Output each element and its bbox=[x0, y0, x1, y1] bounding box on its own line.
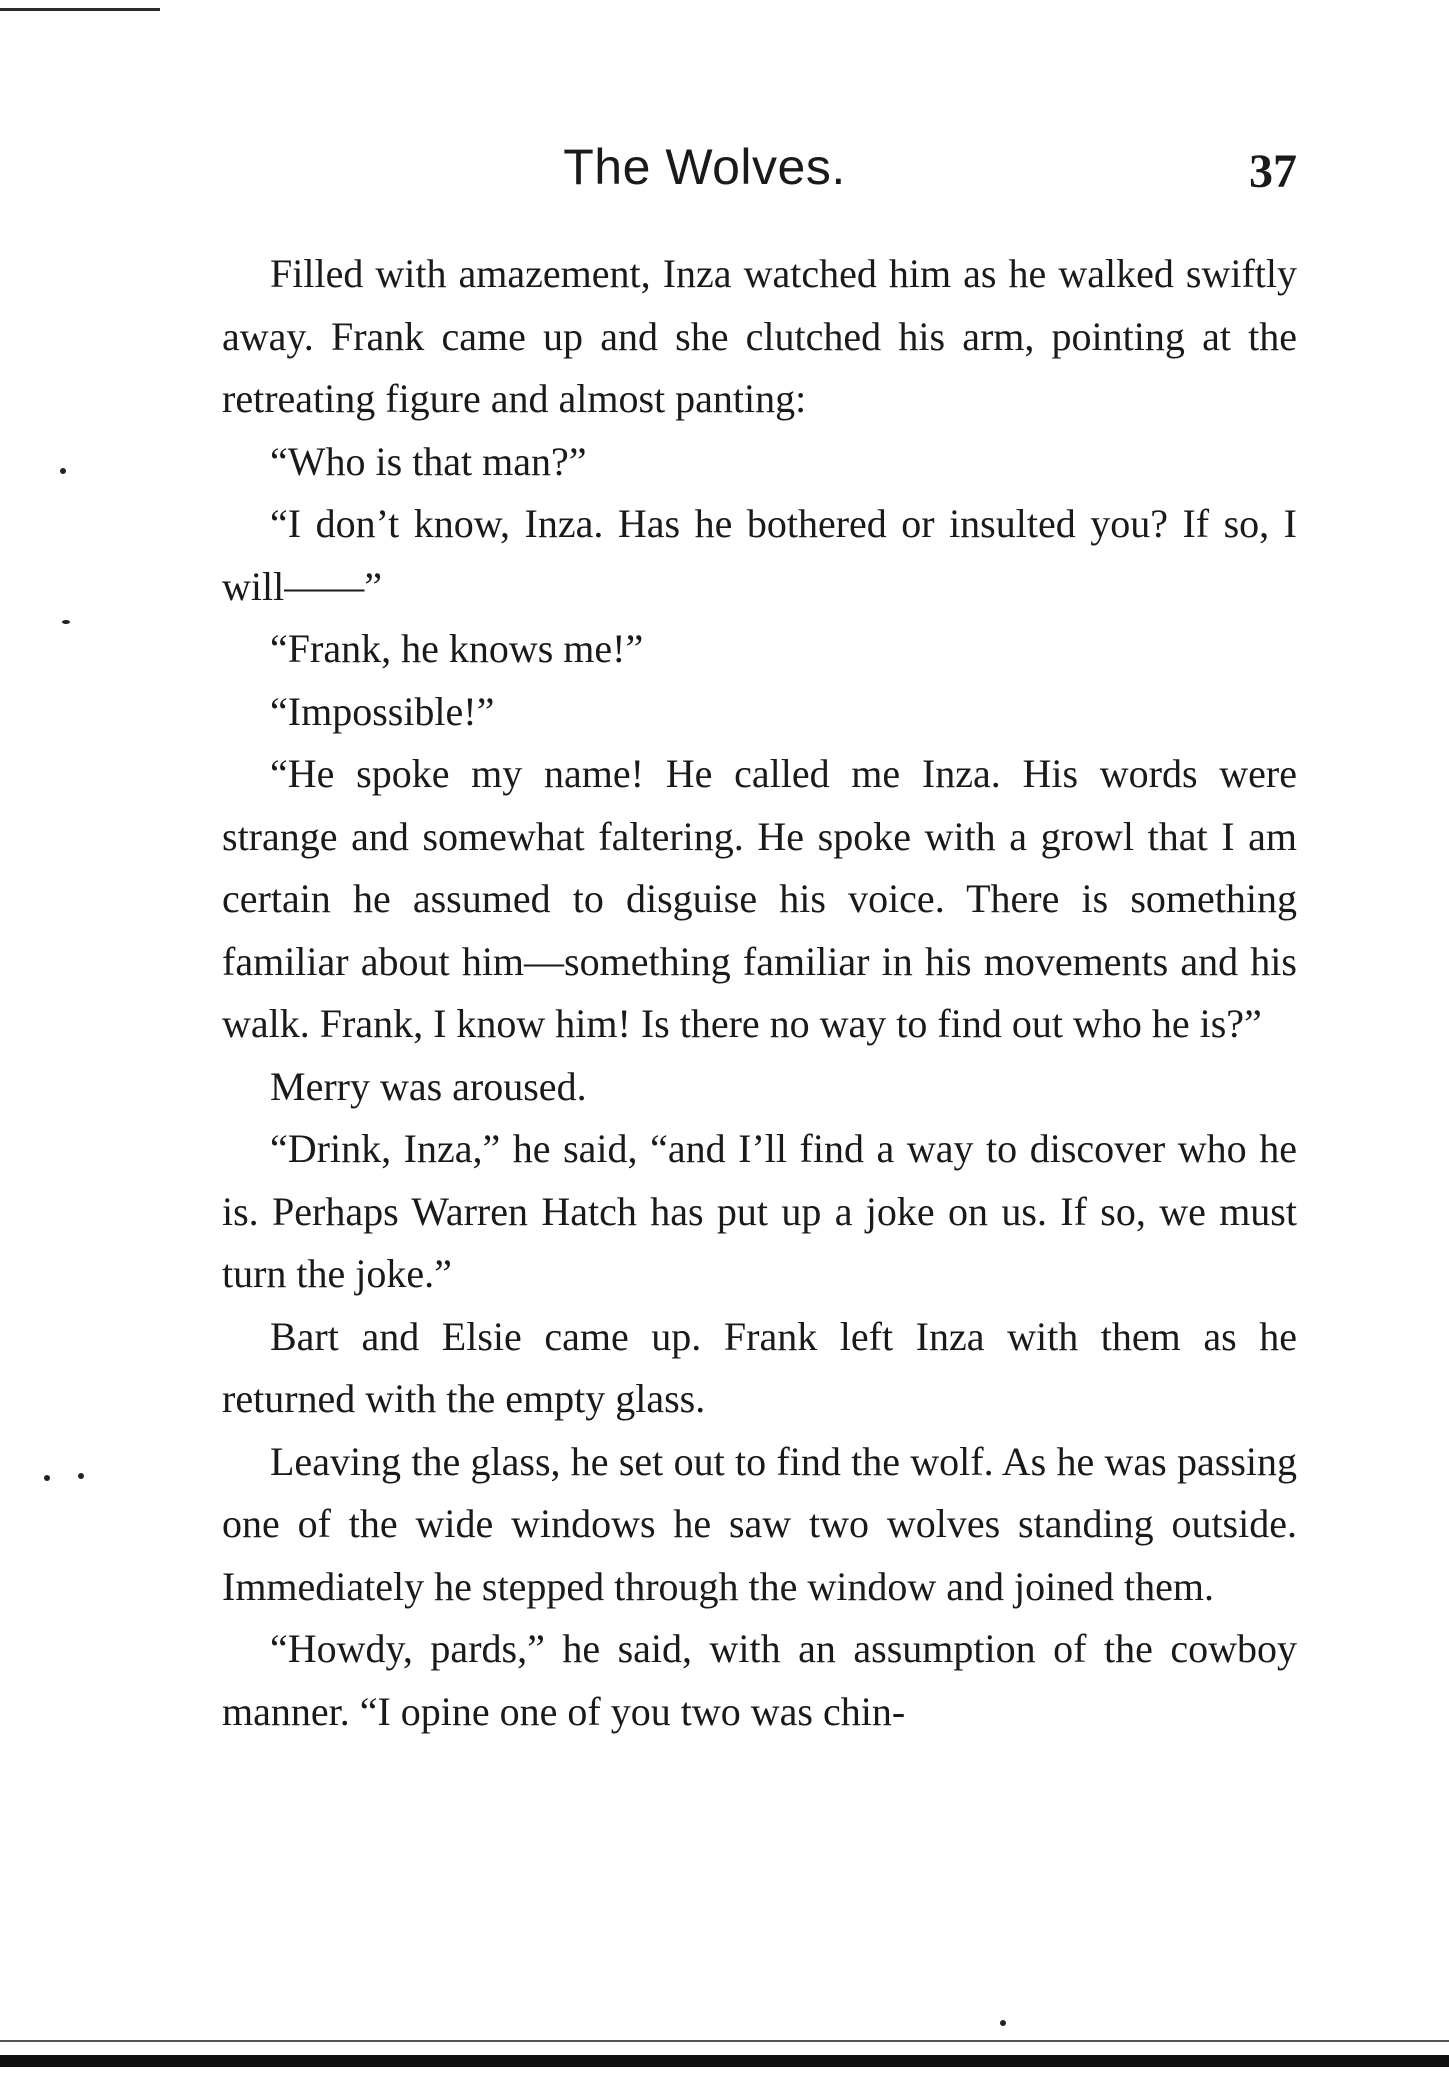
running-head bbox=[0, 138, 1449, 208]
paragraph: Bart and Elsie came up. Frank left Inza with them as he returned with the empty glass. bbox=[222, 1313, 1297, 1421]
paragraph: “Who is that man?” bbox=[270, 438, 587, 484]
paragraph: “Howdy, pards,” he said, with an assumption of the cowboy manner. “I opine one of you two was chin- bbox=[222, 1626, 1297, 1734]
bottom-thin-rule bbox=[0, 2040, 1449, 2042]
bottom-edge-rule bbox=[0, 2055, 1449, 2067]
paragraph: “Frank, he knows me!” bbox=[270, 626, 644, 671]
margin-speck bbox=[78, 1473, 84, 1479]
body-text bbox=[222, 243, 1297, 1743]
paragraph: “Drink, Inza,” he said, “and I’ll find a way to discover who he is. Perhaps Warren Hatch has put up a joke on us. If so, we must turn the joke.” bbox=[222, 1126, 1297, 1296]
chapter-title: The Wolves. bbox=[563, 139, 846, 195]
paragraph: Filled with amazement, Inza watched him as he walked swiftly away. Frank came up and she clutched his arm, pointing at the retreating figure and almost panting: bbox=[222, 251, 1297, 421]
margin-speck bbox=[44, 1475, 50, 1481]
paragraph: Merry was aroused. bbox=[270, 1063, 587, 1109]
margin-speck bbox=[1000, 2020, 1006, 2026]
paragraph: Leaving the glass, he set out to find the wolf. As he was passing one of the wide windows he saw two wolves standing outside. Immediately he stepped through the window and joined them. bbox=[222, 1438, 1297, 1609]
margin-speck bbox=[62, 620, 70, 624]
margin-speck bbox=[60, 468, 66, 474]
top-edge-rule bbox=[0, 8, 160, 11]
paragraph: “He spoke my name! He called me Inza. His words were strange and somewhat faltering. He spoke with a growl that I am certain he assumed to disguise his voice. There is something familiar about him—something familiar in his movements and his walk. Frank, I know him! Is there no way to find out who he is?” bbox=[222, 751, 1297, 1046]
paragraph: “I don’t know, Inza. Has he bothered or insulted you? If so, I will——” bbox=[222, 501, 1297, 609]
paragraph: “Impossible!” bbox=[270, 688, 495, 734]
page-number: 37 bbox=[1249, 145, 1297, 198]
